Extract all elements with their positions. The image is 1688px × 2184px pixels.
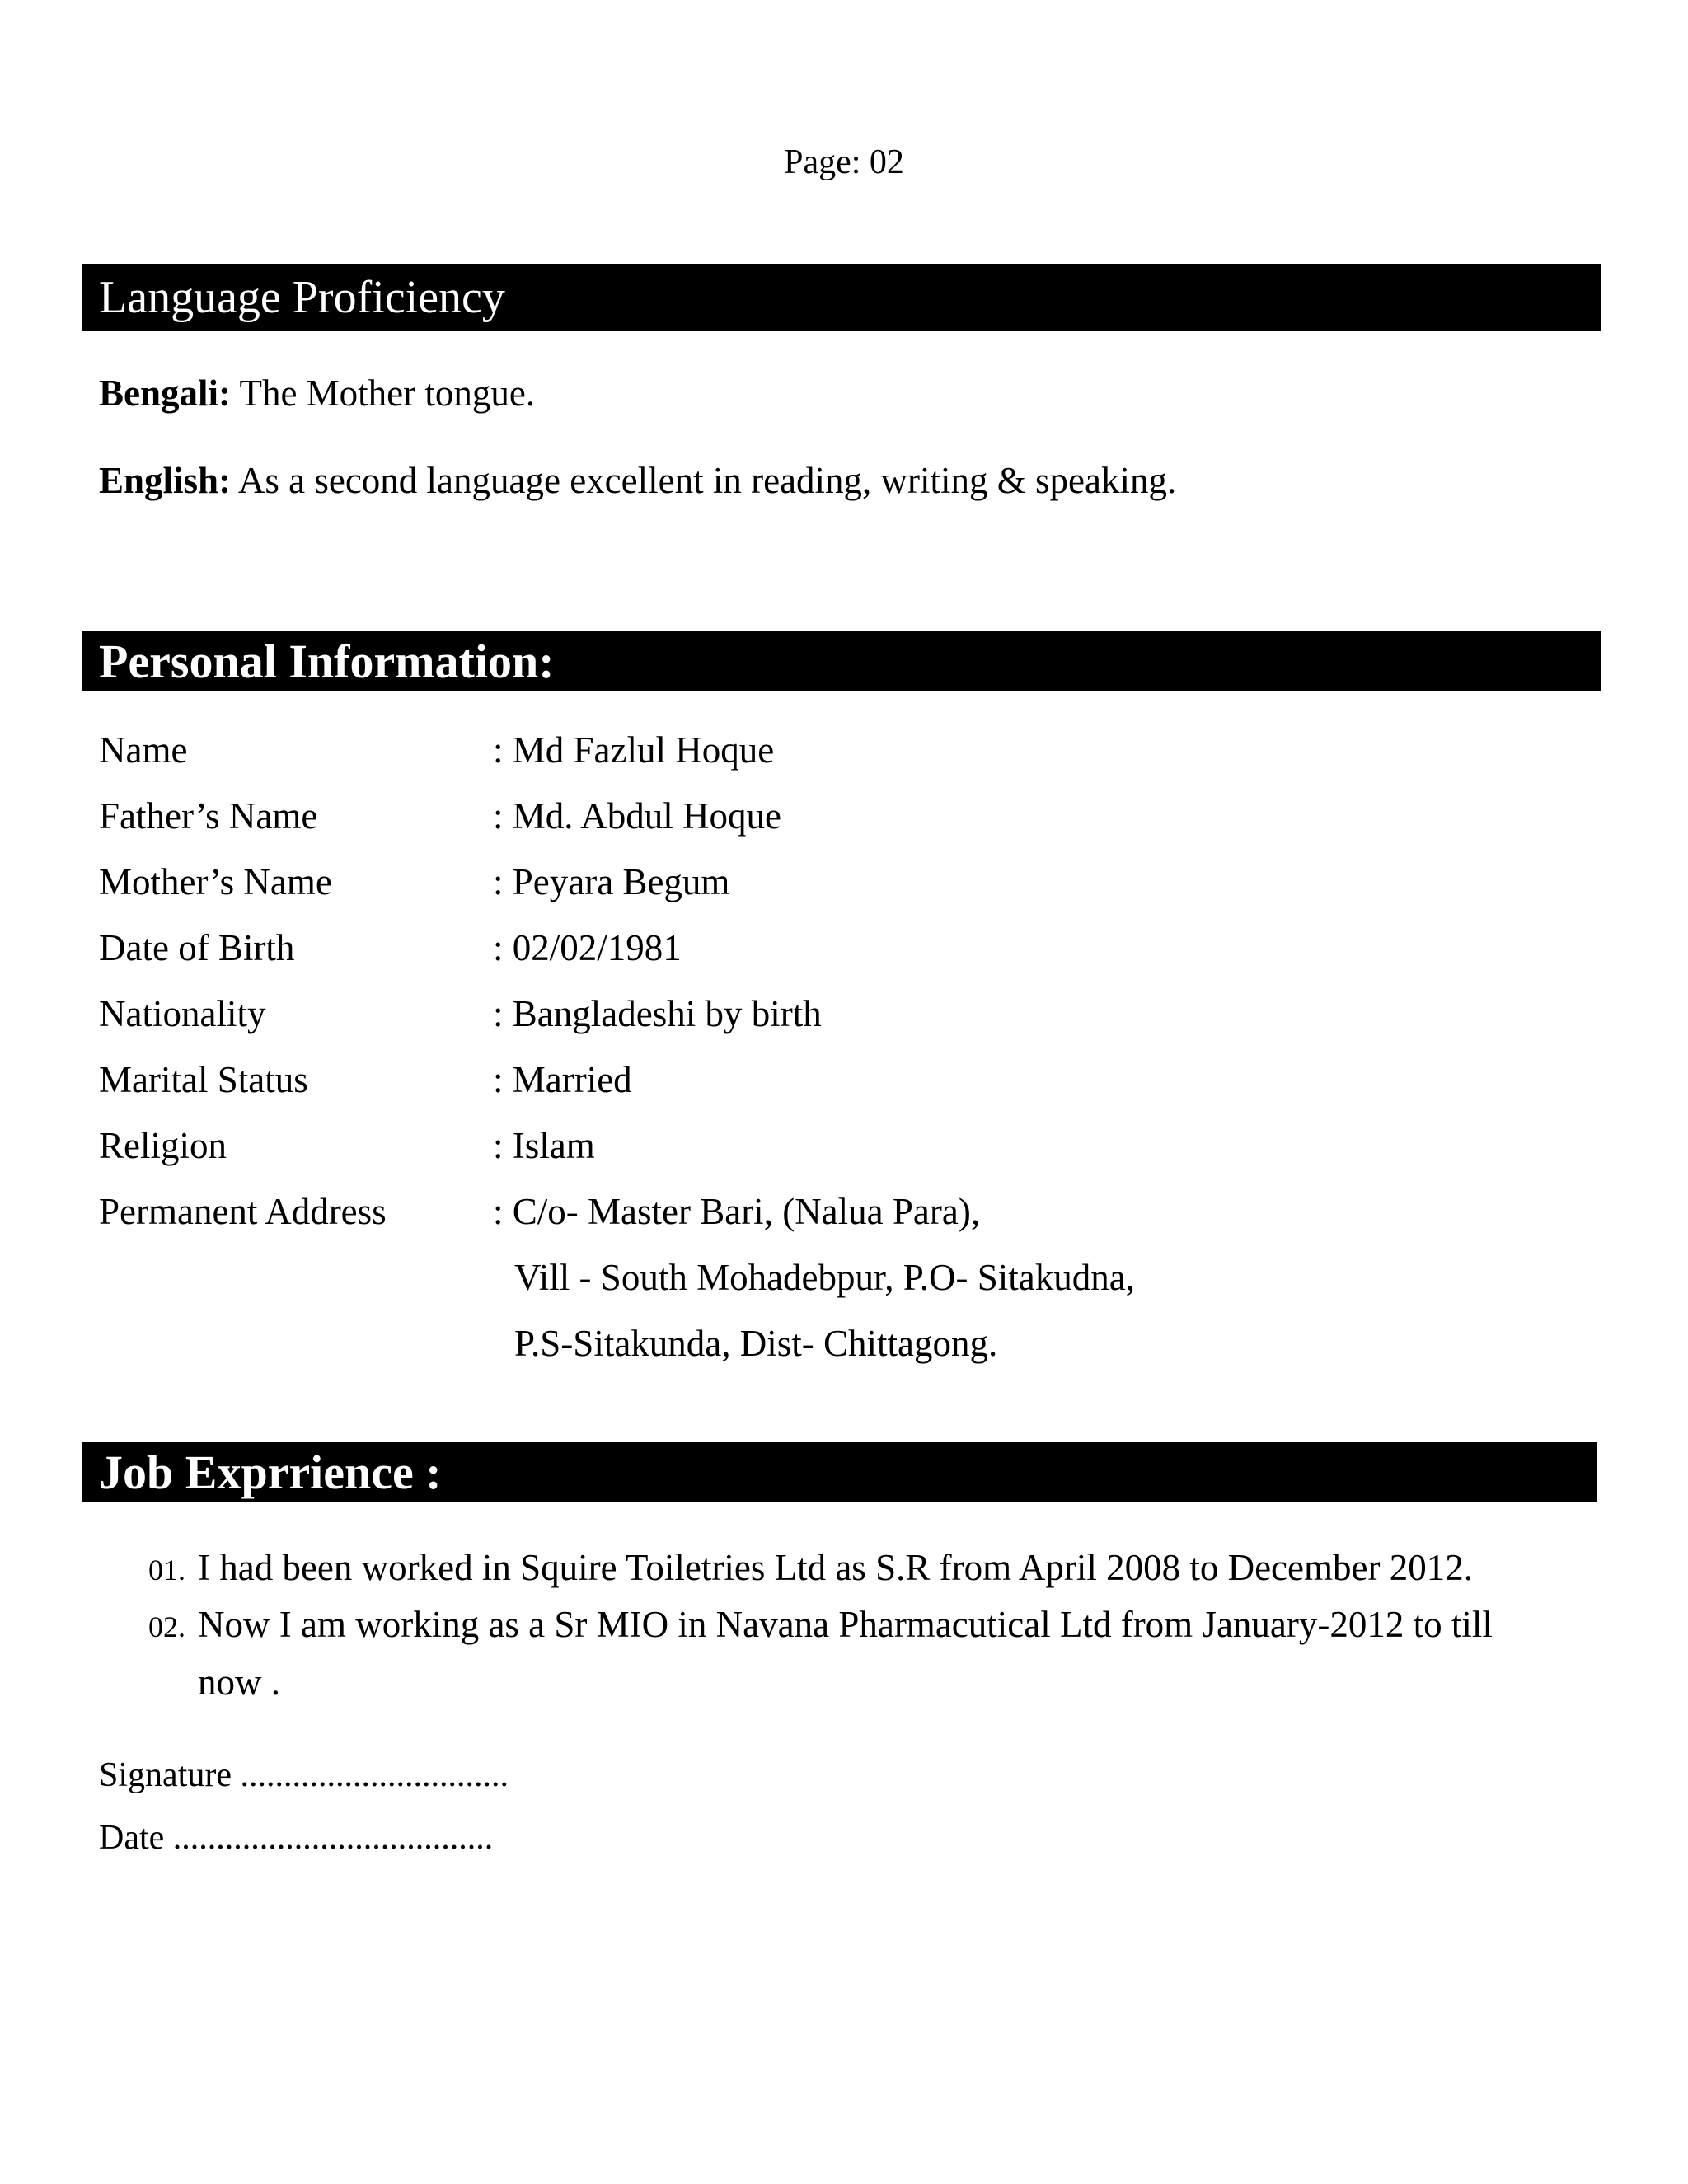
language-label: Bengali: xyxy=(99,373,232,414)
language-item-english xyxy=(99,456,1176,505)
page-number: Page: 02 xyxy=(784,143,904,181)
date-line: Date ..................................... xyxy=(99,1819,494,1857)
personal-information-heading: Personal Information: xyxy=(82,631,1601,691)
field-value-date-of-birth: : 02/02/1981 xyxy=(493,927,682,968)
field-value-mother-name: : Peyara Begum xyxy=(493,861,730,902)
field-value-permanent-address: : C/o- Master Bari, (Nalua Para), xyxy=(493,1191,981,1232)
job-item-text-continued: now . xyxy=(198,1661,280,1703)
job-item-text: I had been worked in Squire Toiletries Ltd as S.R from April 2008 to December 2012. xyxy=(198,1547,1473,1588)
language-item-bengali xyxy=(99,368,535,418)
field-label-nationality: Nationality xyxy=(99,993,266,1034)
job-item-number: 01. xyxy=(148,1554,185,1586)
signature-line: Signature ............................... xyxy=(99,1756,509,1794)
language-text: The Mother tongue. xyxy=(231,373,536,414)
field-value-father-name: : Md. Abdul Hoque xyxy=(493,795,782,837)
field-label-mother-name: Mother’s Name xyxy=(99,861,332,902)
field-value-marital-status: : Married xyxy=(493,1059,632,1100)
field-value-nationality: : Bangladeshi by birth xyxy=(493,993,822,1034)
language-proficiency-heading: Language Proficiency xyxy=(82,264,1601,331)
field-label-name: Name xyxy=(99,729,188,771)
field-label-permanent-address: Permanent Address xyxy=(99,1191,387,1232)
field-value-name: : Md Fazlul Hoque xyxy=(493,729,775,771)
job-item-text: Now I am working as a Sr MIO in Navana Pharmacutical Ltd from January-2012 to till xyxy=(198,1604,1493,1645)
job-item-number: 02. xyxy=(148,1610,185,1643)
job-experience-heading: Job Exprrience : xyxy=(82,1442,1597,1502)
address-line-2: Vill - South Mohadebpur, P.O- Sitakudna, xyxy=(514,1257,1135,1298)
field-label-religion: Religion xyxy=(99,1125,227,1166)
field-label-date-of-birth: Date of Birth xyxy=(99,927,295,968)
field-label-father-name: Father’s Name xyxy=(99,795,318,837)
field-label-marital-status: Marital Status xyxy=(99,1059,308,1100)
language-label: English: xyxy=(99,460,232,501)
field-value-religion: : Islam xyxy=(493,1125,595,1166)
address-line-3: P.S-Sitakunda, Dist- Chittagong. xyxy=(514,1323,998,1364)
language-text: As a second language excellent in reading, writing & speaking. xyxy=(231,460,1177,501)
